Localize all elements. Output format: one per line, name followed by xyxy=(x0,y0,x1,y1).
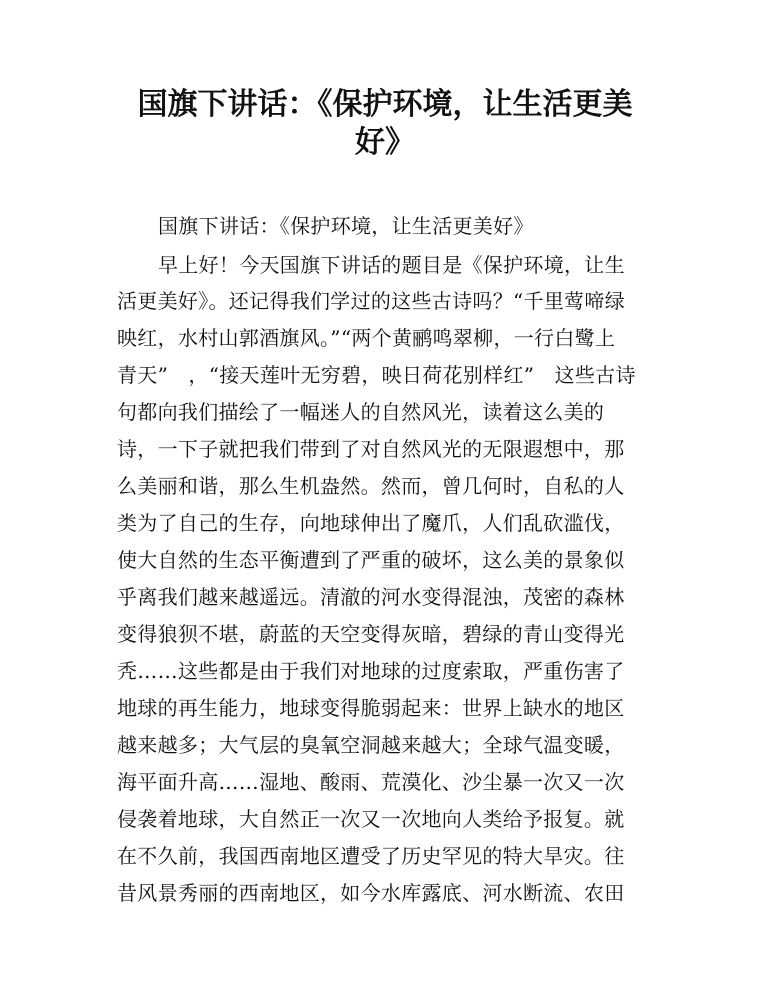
paragraph-line: 越来越多；大气层的臭氧空洞越来越大；全球气温变暖， xyxy=(117,733,625,757)
paragraph-line: 地球的再生能力，地球变得脆弱起来：世界上缺水的地区 xyxy=(117,696,625,720)
paragraph-line: 早上好！今天国旗下讲话的题目是《保护环境，让生 xyxy=(158,253,625,277)
document-title-line-2: 好》 xyxy=(355,125,415,160)
document-title-line-1: 国旗下讲话：《保护环境，让生活更美 xyxy=(137,87,633,122)
paragraph-line: 句都向我们描绘了一幅迷人的自然风光，读着这么美的 xyxy=(117,400,605,424)
paragraph-line: 诗，一下子就把我们带到了对自然风光的无限遐想中，那 xyxy=(117,437,625,461)
paragraph-line: 秃……这些都是由于我们对地球的过度索取，严重伤害了 xyxy=(117,659,625,683)
paragraph-line: 乎离我们越来越遥远。清澈的河水变得混浊，茂密的森林 xyxy=(117,585,625,609)
paragraph-line: 类为了自己的生存，向地球伸出了魔爪，人们乱砍滥伐， xyxy=(117,511,625,535)
paragraph-line: 海平面升高……湿地、酸雨、荒漠化、沙尘暴一次又一次 xyxy=(117,770,625,794)
paragraph-line: 侵袭着地球，大自然正一次又一次地向人类给予报复。就 xyxy=(117,807,625,831)
paragraph-line: 么美丽和谐，那么生机盎然。然而，曾几何时，自私的人 xyxy=(117,474,625,498)
subtitle-line: 国旗下讲话：《保护环境，让生活更美好》 xyxy=(158,214,534,238)
paragraph-line: 变得狼狈不堪，蔚蓝的天空变得灰暗，碧绿的青山变得光 xyxy=(117,622,625,646)
paragraph-line: 昔风景秀丽的西南地区，如今水库露底、河水断流、农田 xyxy=(117,881,625,905)
paragraph-line: 使大自然的生态平衡遭到了严重的破坏，这么美的景象似 xyxy=(117,548,625,572)
paragraph-line: 青天” ，“接天莲叶无穷碧，映日荷花别样红” 这些古诗 xyxy=(117,363,636,387)
paragraph-line: 在不久前，我国西南地区遭受了历史罕见的特大旱灾。往 xyxy=(117,844,625,868)
paragraph-line: 活更美好》。还记得我们学过的这些古诗吗？“千里莺啼绿 xyxy=(117,289,626,313)
paragraph-line: 映红，水村山郭酒旗风。”“两个黄鹂鸣翠柳，一行白鹭上 xyxy=(117,326,616,350)
